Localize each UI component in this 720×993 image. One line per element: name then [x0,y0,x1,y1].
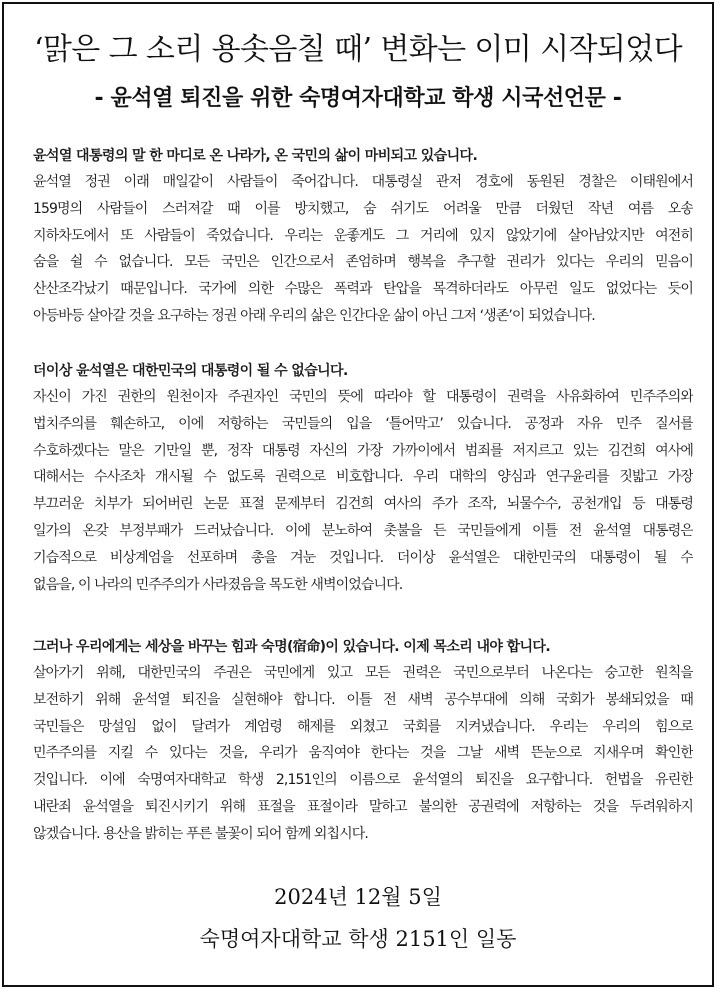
paragraph-line: 159명의 사람들이 스러져갈 때 이를 방치했고, 숨 쉬기도 어려울 만큼 더웠던 작년 여름 오송 [33,200,693,217]
paragraph-line: 살아가기 위해, 대한민국의 주권은 국민에게 있고 모든 권력은 국민으로부터 나온다는 숭고한 원칙을 [33,665,693,681]
statement-section-2 [33,358,693,598]
statement-document [2,2,714,987]
paragraph-line: 숨을 쉴 수 없습니다. 모든 국민은 인간으로서 존엄하며 행복을 추구할 권리가 있다는 우리의 믿음이 [33,254,693,271]
paragraph-line: 대해서는 수사조차 개시될 수 없도록 권력으로 비호합니다. 우리 대학의 양심과 연구윤리를 짓밟고 가장 [33,469,693,486]
statement-signature: 숙명여자대학교 학생 2151인 일동 [199,927,517,951]
paragraph-line: 부끄러운 치부가 되어버린 논문 표절 문제부터 김건희 여사의 주가 조작, 뇌물수수, 공천개입 등 대통령 [33,496,693,513]
paragraph-line: 내란죄 윤석열을 퇴진시키기 위해 표절을 표절이라 말하고 불의한 공권력에 저항하는 것을 두려워하지 [33,798,693,815]
paragraph-line: 않겠습니다. 용산을 밝히는 푸른 불꽃이 되어 함께 외칩시다. [33,825,368,842]
paragraph-line: 기습적으로 비상계엄을 선포하며 총을 겨눈 것입니다. 더이상 윤석열은 대한민국의 대통령이 될 수 [33,549,693,566]
statement-date: 2024년 12월 5일 [274,885,442,909]
statement-title: ‘맑은 그 소리 용솟음칠 때’ 변화는 이미 시작되었다 [33,32,683,67]
section-heading: 그러나 우리에게는 세상을 바꾸는 힘과 숙명(宿命)이 있습니다. 이제 목소리 내야 합니다. [33,639,551,655]
paragraph-line: 지하차도에서 또 사람들이 죽었습니다. 우리는 운좋게도 그 거리에 있지 않았기에 살아남았지만 여전히 [33,227,693,244]
paragraph-line: 법치주의를 훼손하고, 이에 저항하는 국민들의 입을 ‘틀어막고’ 있습니다. 공정과 자유 민주 질서를 [33,415,693,432]
statement-section-1 [33,143,693,330]
statement-section-3 [33,634,693,848]
section-heading: 윤석열 대통령의 말 한 마디로 온 나라가, 온 국민의 삶이 마비되고 있습니다. [33,148,478,164]
paragraph-line: 것입니다. 이에 숙명여자대학교 학생 2,151인의 이름으로 윤석열의 퇴진을 요구합니다. 헌법을 유린한 [33,772,693,789]
statement-subtitle: - 윤석열 퇴진을 위한 숙명여자대학교 학생 시국선언문 - [94,86,622,111]
paragraph-line: 윤석열 정권 이래 매일같이 사람들이 죽어갑니다. 대통령실 관저 경호에 동원된 경찰은 이태원에서 [33,174,693,190]
paragraph-line: 보전하기 위해 윤석열 퇴진을 실현해야 합니다. 이틀 전 새벽 공수부대에 의해 국회가 봉쇄되었을 때 [33,691,693,708]
paragraph-line: 자신이 가진 권한의 원천이자 주권자인 국민의 뜻에 따라야 할 대통령이 권력을 사유화하여 민주주의와 [33,389,693,405]
paragraph-line: 아등바등 살아갈 것을 요구하는 정권 아래 우리의 삶은 인간다운 삶이 아닌 그저 ‘생존’이 되었습니다. [33,307,595,324]
paragraph-line: 일가의 온갖 부정부패가 드러났습니다. 이에 분노하여 촛불을 든 국민들에게 이틀 전 윤석열 대통령은 [33,522,693,539]
paragraph-line: 없음을, 이 나라의 민주주의가 사라졌음을 목도한 새벽이었습니다. [33,576,403,593]
paragraph-line: 산산조각났기 때문입니다. 국가에 의한 수많은 폭력과 탄압을 목격하더라도 아무런 일도 없었다는 듯이 [33,281,693,298]
paragraph-line: 국민들은 망설임 없이 달려가 계엄령 해제를 외쳤고 국회를 지켜냈습니다. 우리는 우리의 힘으로 [33,718,693,735]
section-heading: 더이상 윤석열은 대한민국의 대통령이 될 수 없습니다. [33,363,348,379]
paragraph-line: 수호하겠다는 말은 기만일 뿐, 정작 대통령 자신의 가장 가까이에서 범죄를 저지르고 있는 김건희 여사에 [33,442,693,459]
paragraph-line: 민주주의를 지킬 수 있다는 것을, 우리가 움직여야 한다는 것을 그날 새벽 뜬눈으로 지새우며 확인한 [33,745,693,762]
